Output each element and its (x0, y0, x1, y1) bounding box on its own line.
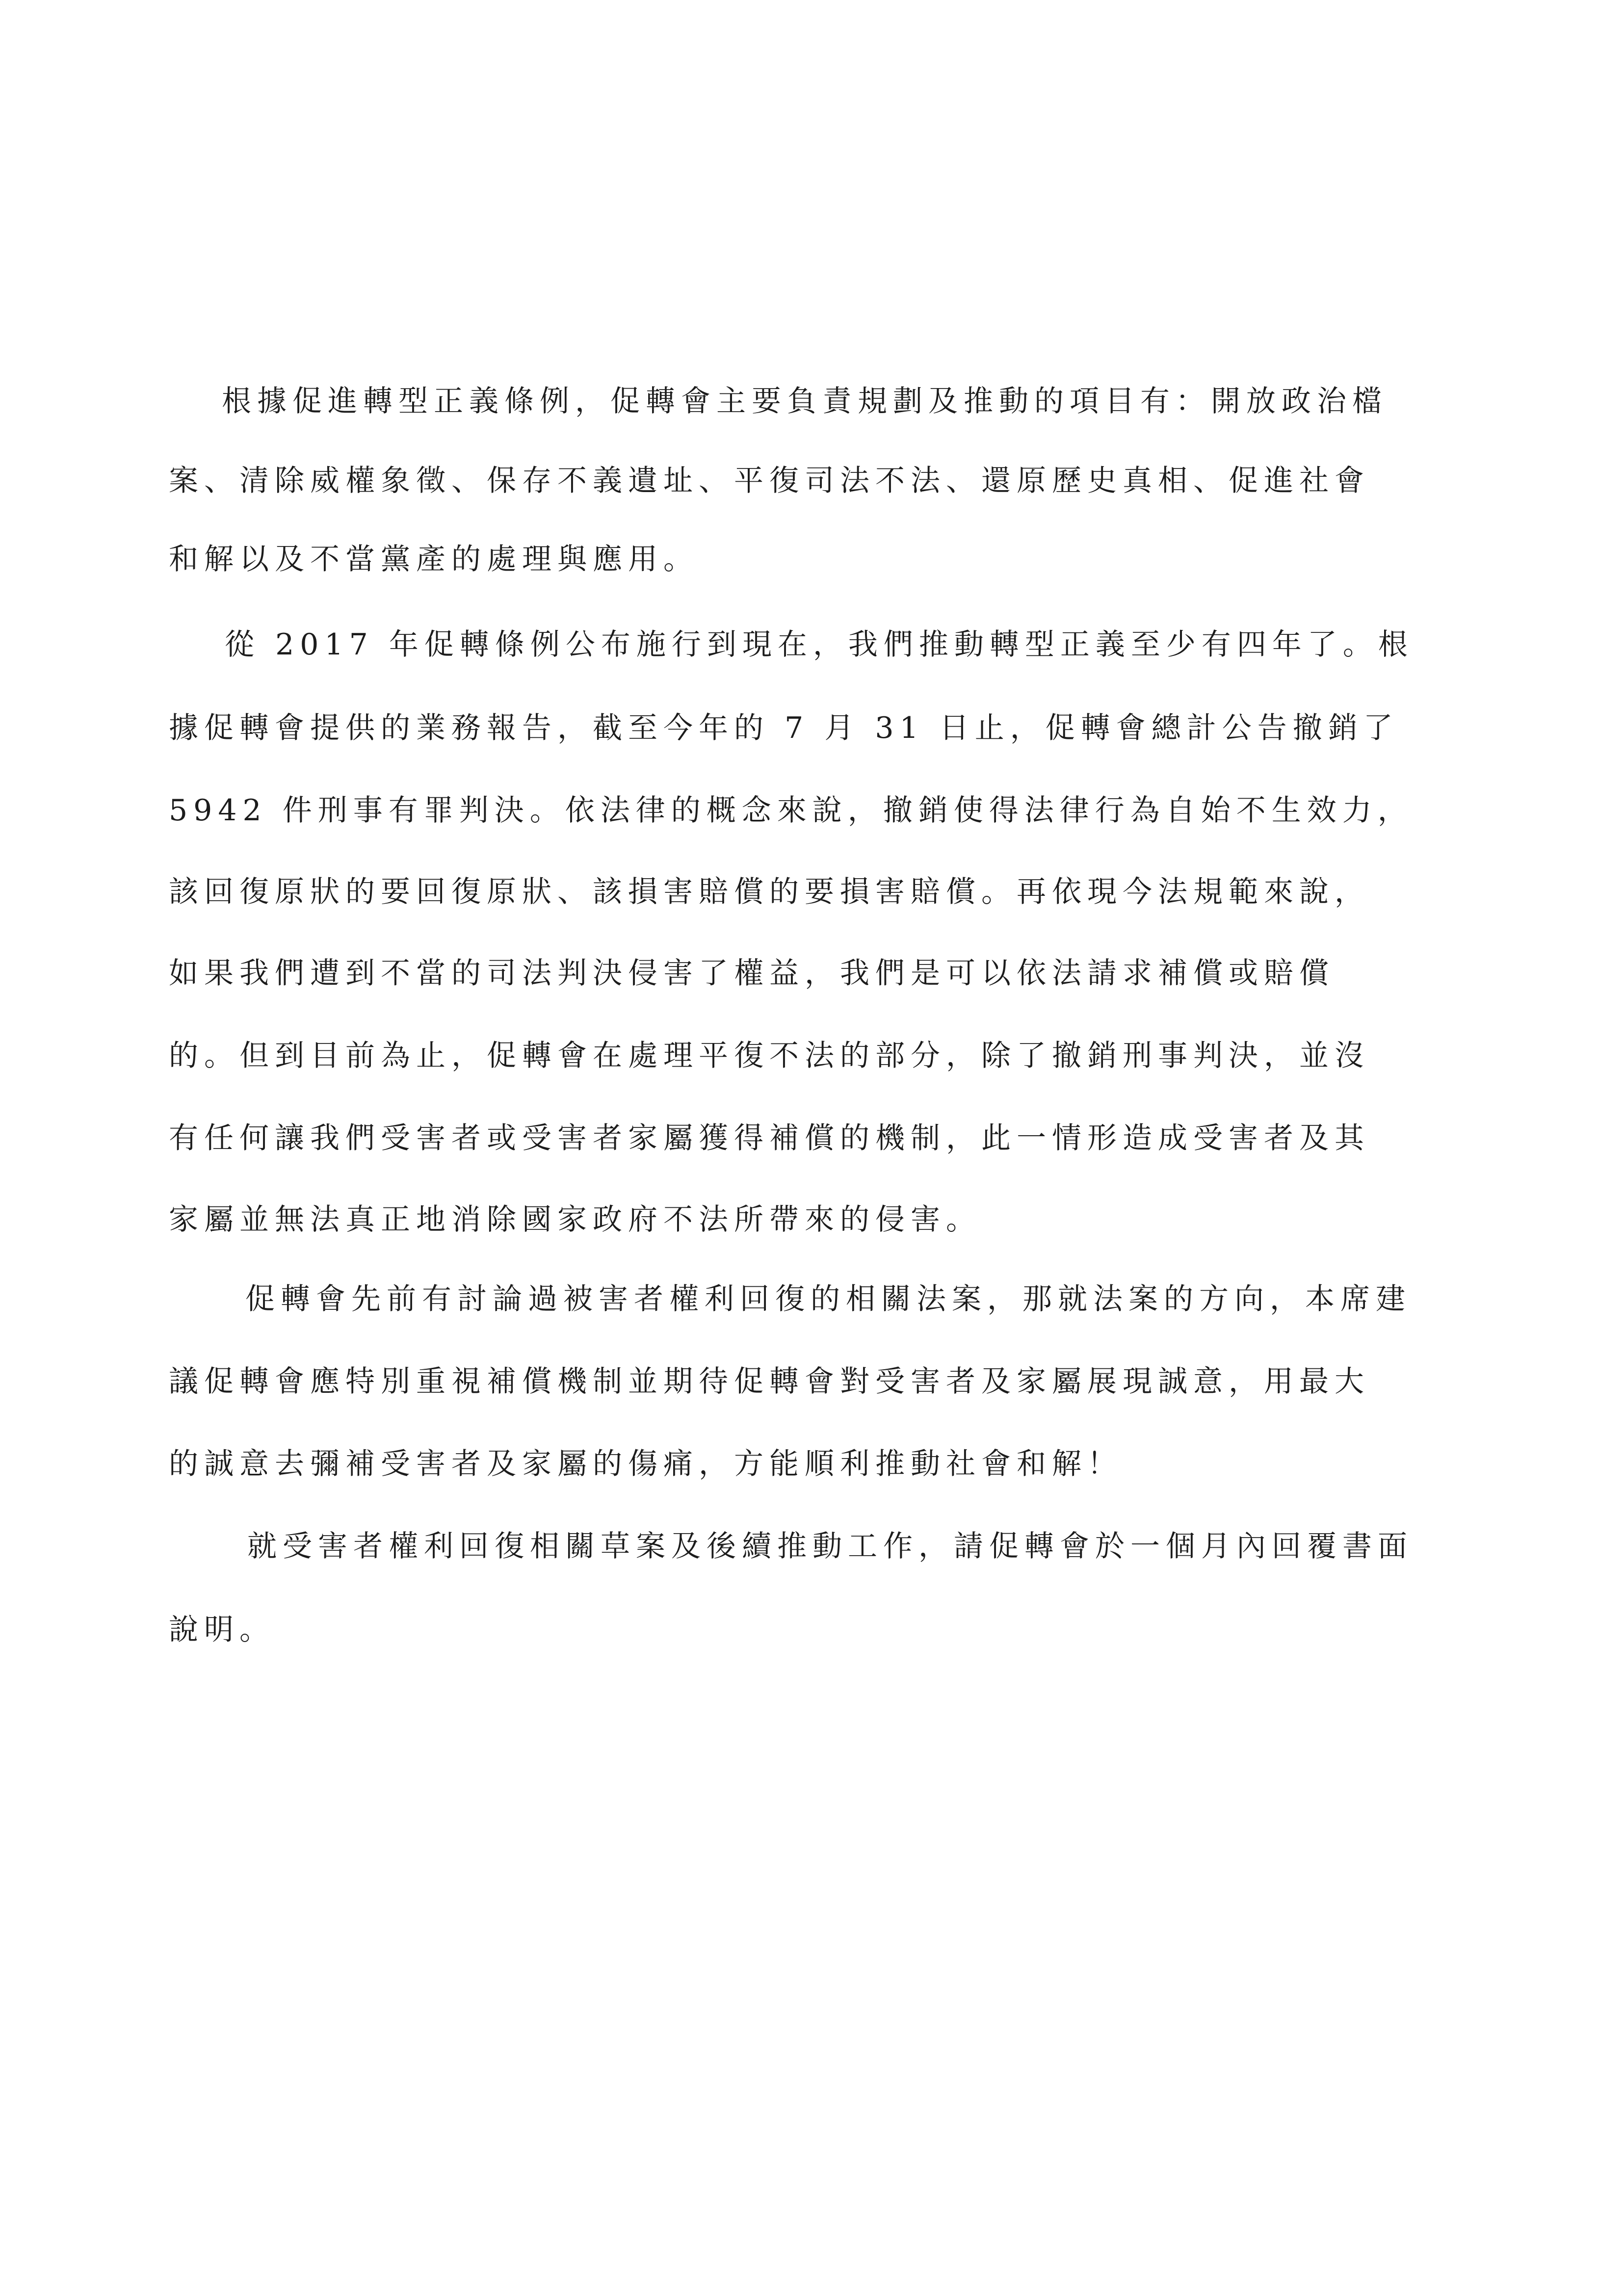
paragraph-1-line-2: 案、清除威權象徵、保存不義遺址、平復司法不法、還原歷史真相、促進社會 (169, 464, 1370, 498)
paragraph-1-line-3: 和解以及不當黨產的處理與應用。 (169, 542, 699, 576)
paragraph-2-line-2: 據促轉會提供的業務報告，截至今年的 7 月 31 日止，促轉會總計公告撤銷了 (169, 711, 1399, 745)
paragraph-2-line-3: 5942 件刑事有罪判決。依法律的概念來說，撤銷使得法律行為自始不生效力， (169, 793, 1413, 828)
paragraph-4-line-1: 就受害者權利回復相關草案及後續推動工作，請促轉會於一個月內回覆書面 (247, 1529, 1413, 1564)
paragraph-2-line-7: 有任何讓我們受害者或受害者家屬獲得補償的機制，此一情形造成受害者及其 (169, 1121, 1370, 1155)
paragraph-2-line-1: 從 2017 年促轉條例公布施行到現在，我們推動轉型正義至少有四年了。根 (225, 627, 1414, 662)
paragraph-3-line-2: 議促轉會應特別重視補償機制並期待促轉會對受害者及家屬展現誠意，用最大 (169, 1364, 1370, 1399)
paragraph-1-line-1: 根據促進轉型正義條例，促轉會主要負責規劃及推動的項目有：開放政治檔 (222, 384, 1388, 418)
paragraph-2-line-5: 如果我們遭到不當的司法判決侵害了權益，我們是可以依法請求補償或賠償 (169, 956, 1335, 991)
paragraph-4-line-2: 說明。 (169, 1613, 275, 1647)
paragraph-2-line-8: 家屬並無法真正地消除國家政府不法所帶來的侵害。 (169, 1202, 981, 1237)
paragraph-2-line-6: 的。但到目前為止，促轉會在處理平復不法的部分，除了撤銷刑事判決，並沒 (169, 1039, 1370, 1073)
paragraph-2-line-4: 該回復原狀的要回復原狀、該損害賠償的要損害賠償。再依現今法規範來說， (169, 875, 1370, 909)
paragraph-3-line-1: 促轉會先前有討論過被害者權利回復的相關法案，那就法案的方向，本席建 (245, 1282, 1411, 1316)
paragraph-3-line-3: 的誠意去彌補受害者及家屬的傷痛，方能順利推動社會和解！ (169, 1447, 1123, 1481)
